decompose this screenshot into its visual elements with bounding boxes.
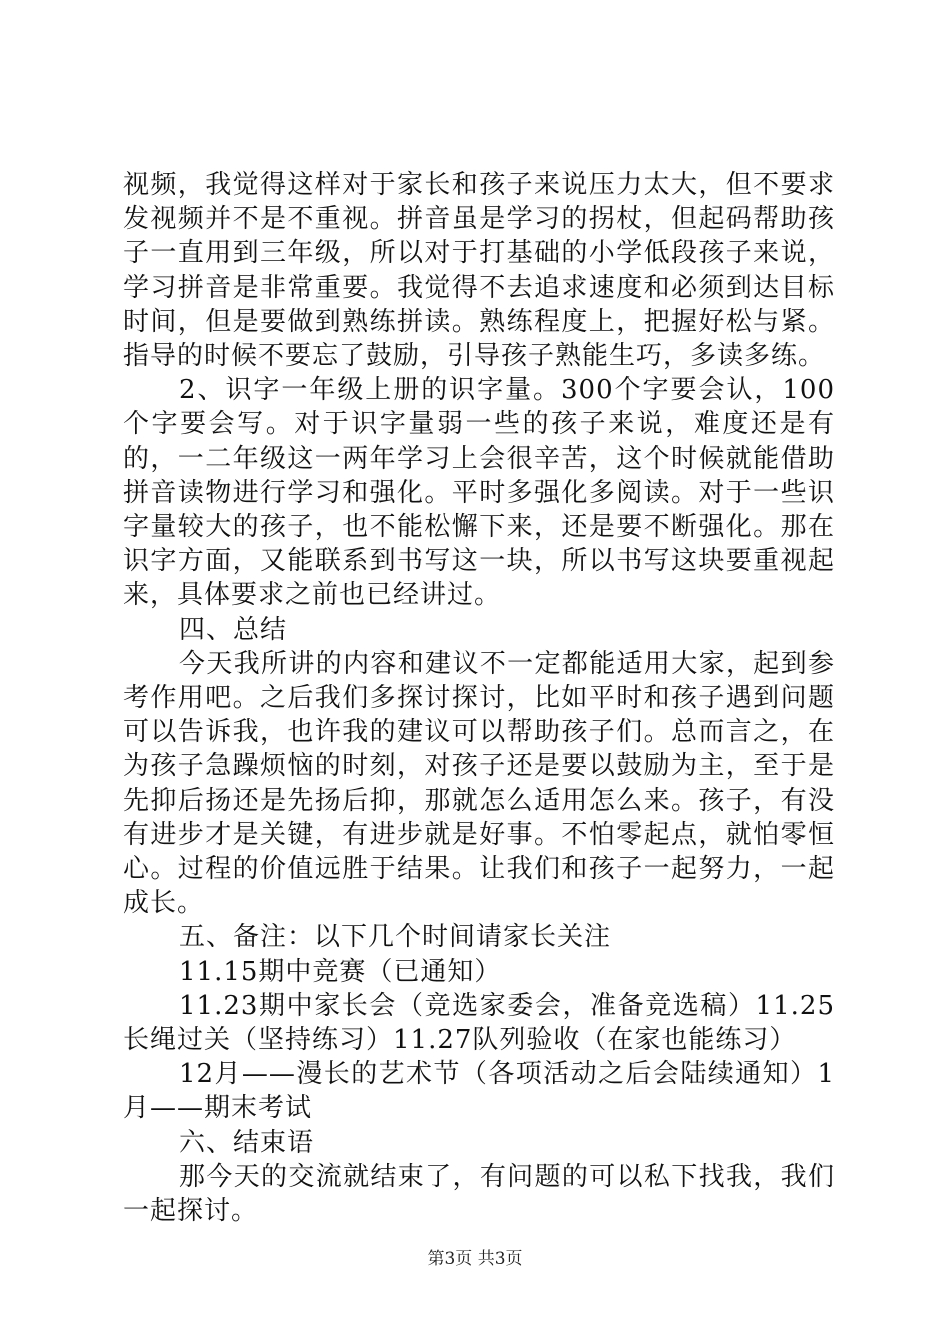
heading-closing: 六、结束语 — [179, 1127, 315, 1158]
paragraph-pinyin-continued: 视频，我觉得这样对于家长和孩子来说压力太大，但不要求发视频并不是不重视。拼音虽是学习的拐杖，但起码帮助孩子一直用到三年级，所以对于打基础的小学低段孩子来说，学习拼音是非常重要。我觉得不去追求速度和必须到达目标时间，但是要做到熟练拼读。熟练程度上，把握好松与紧。指导的时候不要忘了鼓励，引导孩子熟能生巧，多读多练。 — [123, 170, 835, 372]
note-item-midterm-contest: 11.15期中竞赛（已通知） — [179, 956, 502, 987]
paragraph-literacy: 2、识字一年级上册的识字量。300个字要会认，100个字要会写。对于识字量弱一些的孩子来说，难度还是有的，一二年级这一两年学习上会很辛苦，这个时候就能借助拼音读物进行学习和强化。平时多强化多阅读。对于一些识字量较大的孩子，也不能松懈下来，还是要不断强化。那在识字方面，又能联系到书写这一块，所以书写这块要重视起来，具体要求之前也已经讲过。 — [123, 375, 835, 611]
document-body — [123, 168, 835, 1228]
paragraph-closing: 那今天的交流就结束了，有问题的可以私下找我，我们一起探讨。 — [123, 1161, 835, 1227]
note-item-parent-meeting: 11.23期中家长会（竞选家委会，准备竞选稿）11.25长绳过关（坚持练习）11.27队列验收（在家也能练习） — [123, 990, 835, 1056]
paragraph-summary: 今天我所讲的内容和建议不一定都能适用大家，起到参考作用吧。之后我们多探讨探讨，比如平时和孩子遇到问题可以告诉我，也许我的建议可以帮助孩子们。总而言之，在为孩子急躁烦恼的时刻，对孩子还是要以鼓励为主，至于是先抑后扬还是先扬后抑，那就怎么适用怎么来。孩子，有没有进步才是关键，有进步就是好事。不怕零起点，就怕零恒心。过程的价值远胜于结果。让我们和孩子一起努力，一起成长。 — [123, 648, 835, 919]
heading-summary: 四、总结 — [179, 614, 288, 645]
page-footer: 第3页 共3页 — [427, 1249, 523, 1269]
note-item-art-festival: 12月——漫长的艺术节（各项活动之后会陆续通知）1月——期末考试 — [123, 1059, 835, 1124]
heading-notes: 五、备注：以下几个时间请家长关注 — [179, 922, 612, 953]
